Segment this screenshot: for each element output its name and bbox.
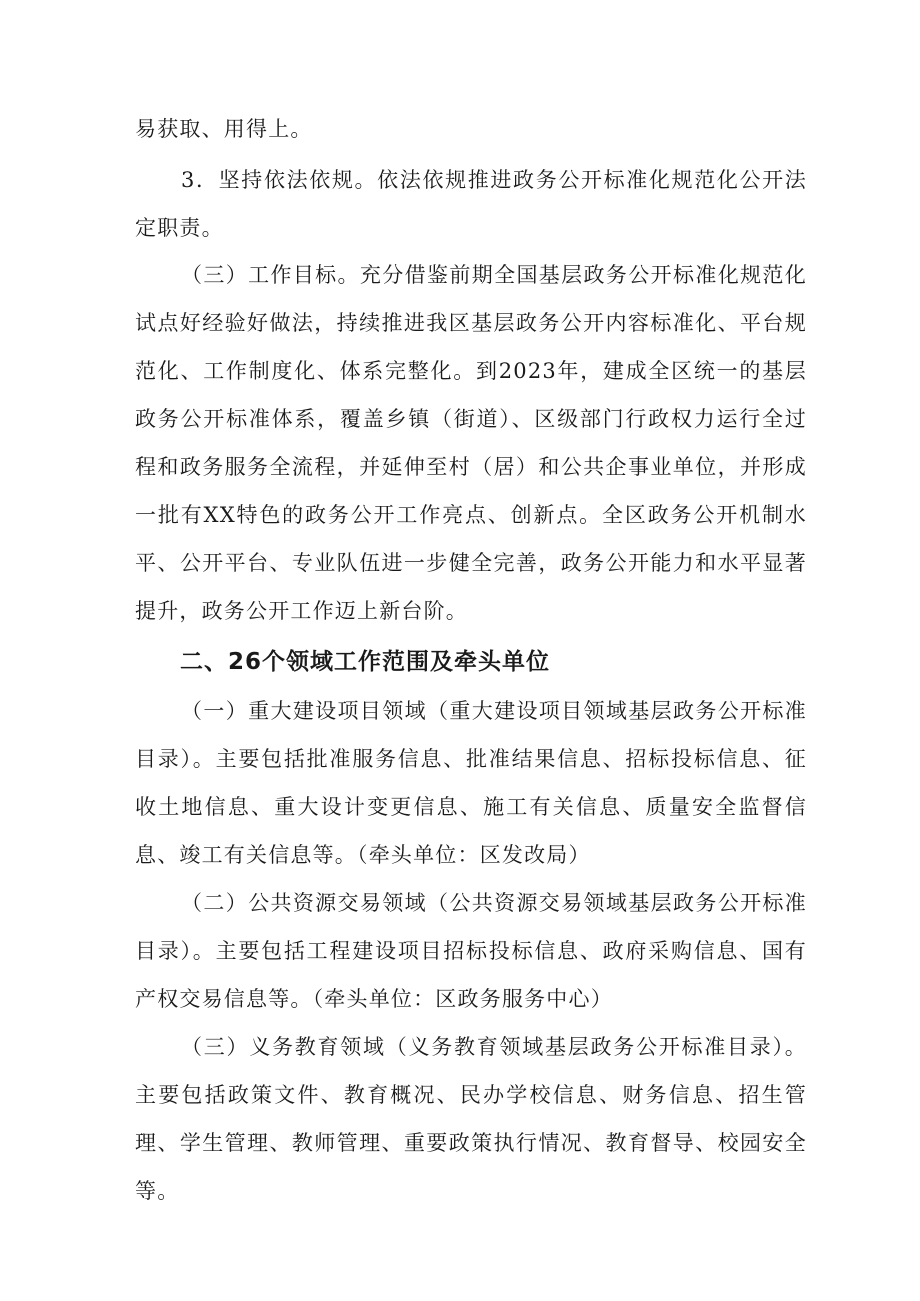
paragraph-principle-3: 3．坚持依法依规。依法依规推进政务公开标准化规范化公开法定职责。 — [135, 168, 807, 240]
paragraph-continuation: 易获取、用得上。 — [135, 117, 313, 141]
paragraph-public-resources: （二）公共资源交易领域（公共资源交易领域基层政务公开标准目录）。主要包括工程建设项目招标投标信息、政府采购信息、国有产权交易信息等。（牵头单位：区政务服务中心） — [135, 891, 807, 1011]
paragraph-major-construction: （一）重大建设项目领域（重大建设项目领域基层政务公开标准目录）。主要包括批准服务信息、批准结果信息、招标投标信息、征收土地信息、重大设计变更信息、施工有关信息、质量安全监督信息、竣工有关信息等。（牵头单位：区发改局） — [135, 699, 807, 867]
paragraph-work-goals: （三）工作目标。充分借鉴前期全国基层政务公开标准化规范化试点好经验好做法，持续推进我区基层政务公开内容标准化、平台规范化、工作制度化、体系完整化。到2023年，建成全区统一的基层政务公开标准体系，覆盖乡镇（街道）、区级部门行政权力运行全过程和政务服务全流程，并延伸至村（居）和公共企事业单位，并形成一批有XX特色的政务公开工作亮点、创新点。全区政务公开机制水平、公开平台、专业队伍进一步健全完善，政务公开能力和水平显著提升，政务公开工作迈上新台阶。 — [135, 263, 807, 623]
section-heading-26-fields: 二、26个领域工作范围及牵头单位 — [180, 649, 551, 675]
paragraph-compulsory-education: （三）义务教育领域（义务教育领域基层政务公开标准目录）。主要包括政策文件、教育概况、民办学校信息、财务信息、招生管理、学生管理、教师管理、重要政策执行情况、教育督导、校园安全等。 — [135, 1035, 807, 1203]
